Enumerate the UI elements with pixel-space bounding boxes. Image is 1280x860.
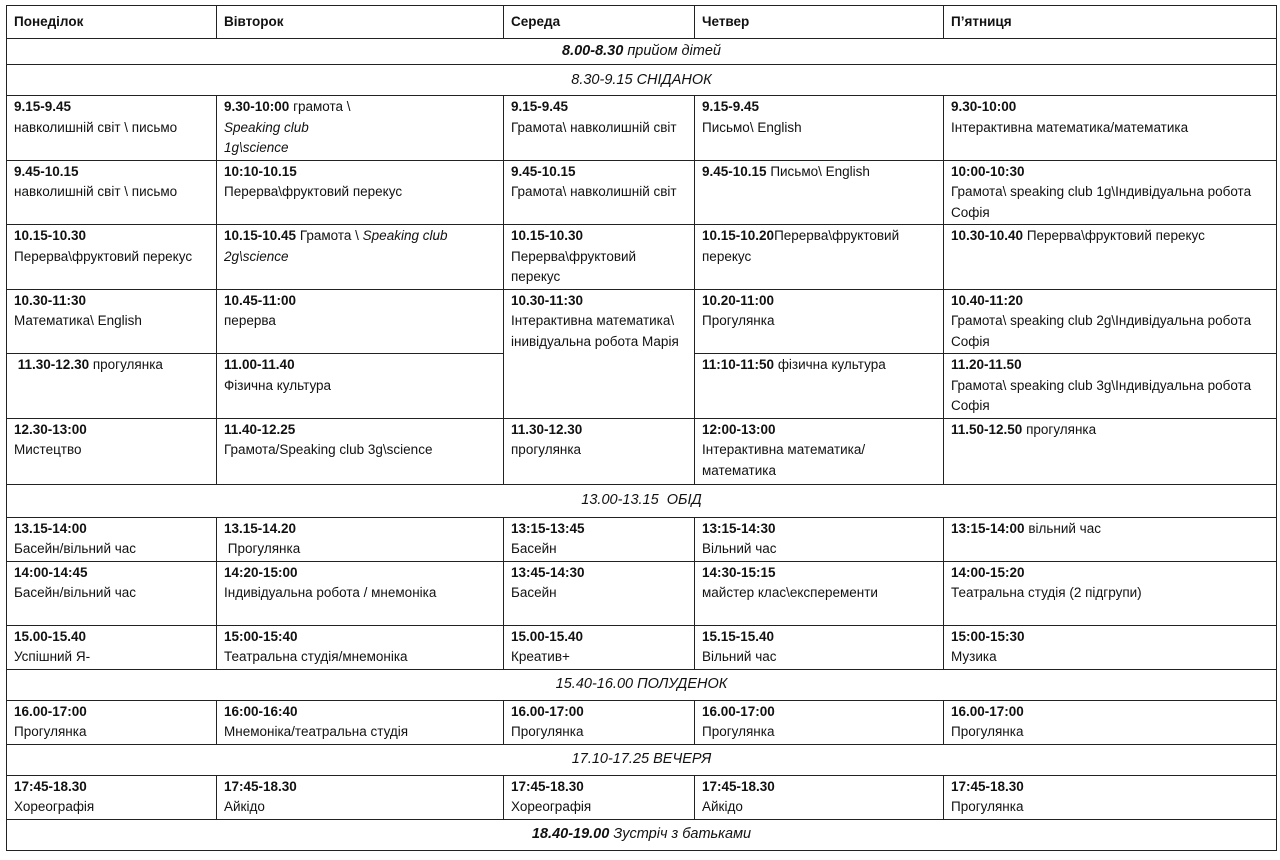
slot-activity: Басейн bbox=[511, 541, 557, 556]
slot-activity: прогулянка bbox=[89, 357, 163, 372]
schedule-row bbox=[7, 289, 1277, 354]
schedule-row bbox=[7, 700, 1277, 744]
slot-cell bbox=[695, 561, 944, 625]
slot-cell bbox=[944, 517, 1277, 561]
slot-cell bbox=[217, 160, 504, 225]
slot-cell bbox=[944, 354, 1277, 419]
slot-time: 17:45-18.30 bbox=[224, 778, 297, 794]
slot-activity: Мнемоніка/театральна студія bbox=[224, 724, 409, 739]
slot-activity: Прогулянка bbox=[951, 724, 1024, 739]
schedule-row bbox=[7, 225, 1277, 290]
slot-cell bbox=[695, 289, 944, 354]
slot-time: 10.20-11:00 bbox=[702, 292, 775, 308]
slot-cell bbox=[695, 96, 944, 161]
slot-time: 10.15-10.20 bbox=[702, 228, 775, 243]
slot-time: 12:00-13:00 bbox=[702, 421, 776, 437]
schedule-row bbox=[7, 160, 1277, 225]
slot-cell bbox=[504, 561, 695, 625]
lunch-band: 13.00-13.15 ОБІД bbox=[7, 484, 1277, 517]
slot-time: 17:45-18.30 bbox=[951, 778, 1024, 794]
slot-activity: Хореографія bbox=[511, 799, 592, 814]
slot-cell bbox=[7, 225, 217, 290]
slot-activity: Перерва\фруктовий перекус bbox=[511, 248, 637, 284]
slot-activity: Басейн/вільний час bbox=[14, 541, 137, 556]
slot-cell bbox=[7, 625, 217, 669]
snack-band: 15.40-16.00 ПОЛУДЕНОК bbox=[7, 669, 1277, 700]
slot-cell bbox=[695, 418, 944, 484]
slot-cell bbox=[504, 517, 695, 561]
slot-activity: Басейн/вільний час bbox=[14, 585, 137, 600]
slot-activity: Індивідуальна робота / мнемоніка bbox=[224, 585, 437, 600]
slot-activity-italic: Speaking club bbox=[224, 119, 309, 135]
slot-cell bbox=[504, 418, 695, 484]
slot-cell bbox=[7, 517, 217, 561]
slot-time: 9.30-10:00 bbox=[224, 99, 290, 114]
band-label: Зустріч з батьками bbox=[613, 826, 752, 843]
slot-cell bbox=[944, 289, 1277, 354]
slot-cell bbox=[7, 700, 217, 744]
schedule-row bbox=[7, 561, 1277, 625]
slot-time: 13:15-13:45 bbox=[511, 520, 585, 536]
slot-activity: Грамота/Speaking club 3g\science bbox=[224, 442, 433, 457]
slot-time: 17:45-18.30 bbox=[14, 778, 87, 794]
reception-band bbox=[7, 39, 1277, 65]
slot-time: 9.45-10.15 bbox=[511, 163, 576, 179]
day-header-monday: Понеділок bbox=[7, 6, 217, 39]
slot-cell bbox=[7, 289, 217, 354]
slot-time: 15.00-15.40 bbox=[511, 628, 584, 644]
slot-activity-italic: 1g\science bbox=[224, 140, 289, 155]
slot-activity: Перерва\фруктовий перекус bbox=[14, 248, 193, 264]
band-row bbox=[7, 819, 1277, 850]
slot-time: 9.15-9.45 bbox=[14, 99, 72, 114]
slot-cell bbox=[7, 160, 217, 225]
slot-time: 11.30-12.30 bbox=[511, 421, 583, 437]
slot-cell bbox=[7, 96, 217, 161]
slot-time: 15.00-15.40 bbox=[14, 628, 87, 644]
slot-activity: Інтерактивна математика\ інивідуальна робота Марія bbox=[511, 313, 679, 349]
slot-activity: Перерва\фруктовий перекус bbox=[1023, 228, 1205, 243]
schedule-row bbox=[7, 775, 1277, 819]
day-header-tuesday: Вівторок bbox=[217, 6, 504, 39]
band-row bbox=[7, 484, 1277, 517]
slot-time: 11.20-11.50 bbox=[951, 357, 1022, 372]
band-row bbox=[7, 669, 1277, 700]
slot-time: 13.15-14:00 bbox=[14, 520, 87, 536]
slot-time: 11.00-11.40 bbox=[224, 357, 295, 372]
slot-activity: Хореографія bbox=[14, 799, 95, 814]
slot-activity: Успішний Я- bbox=[14, 649, 91, 664]
band-row bbox=[7, 39, 1277, 65]
slot-activity: Басейн bbox=[511, 585, 557, 600]
slot-time: 16.00-17:00 bbox=[702, 703, 775, 719]
slot-cell bbox=[695, 517, 944, 561]
slot-cell bbox=[217, 625, 504, 669]
slot-time: 10.15-10.45 bbox=[224, 228, 297, 243]
slot-cell bbox=[217, 225, 504, 290]
slot-cell bbox=[504, 96, 695, 161]
slot-time: 9.30-10:00 bbox=[951, 99, 1017, 114]
header-row bbox=[7, 6, 1277, 39]
slot-time: 15.15-15.40 bbox=[702, 628, 775, 644]
slot-activity: вільний час bbox=[1024, 520, 1101, 536]
slot-cell bbox=[217, 775, 504, 819]
day-header-friday: П’ятниця bbox=[944, 6, 1277, 39]
slot-time: 16.00-17:00 bbox=[14, 703, 87, 719]
slot-cell bbox=[944, 625, 1277, 669]
slot-time: 10.15-10.30 bbox=[14, 228, 87, 243]
slot-cell bbox=[695, 160, 944, 225]
slot-cell bbox=[944, 225, 1277, 290]
slot-time: 10.15-10.30 bbox=[511, 228, 584, 243]
slot-cell bbox=[944, 418, 1277, 484]
slot-time: 11.30-12.30 bbox=[17, 357, 90, 372]
slot-activity: Прогулянка bbox=[702, 313, 775, 328]
slot-activity: Математика\ English bbox=[14, 313, 142, 328]
slot-activity: Перерва\фруктовий перекус bbox=[224, 184, 403, 199]
slot-time: 14:00-15:20 bbox=[951, 564, 1025, 580]
slot-cell bbox=[7, 775, 217, 819]
slot-time: 13.15-14.20 bbox=[224, 520, 297, 536]
slot-cell bbox=[7, 354, 217, 419]
slot-activity: Перерва\фруктовий перекус bbox=[702, 228, 900, 264]
schedule-table bbox=[6, 5, 1277, 851]
slot-time: 10.30-11:30 bbox=[511, 292, 584, 308]
slot-time: 10.45-11:00 bbox=[224, 292, 297, 308]
slot-time: 12.30-13:00 bbox=[14, 421, 87, 437]
slot-time: 17:45-18.30 bbox=[702, 778, 775, 794]
slot-activity: Інтерактивна математика/математика bbox=[951, 119, 1189, 135]
slot-activity: Письмо\ English bbox=[702, 119, 802, 135]
slot-activity: фізична культура bbox=[774, 357, 886, 372]
slot-time: 10.40-11:20 bbox=[951, 292, 1024, 308]
slot-cell bbox=[217, 96, 504, 161]
slot-cell bbox=[217, 289, 504, 354]
slot-activity: навколишній світ \ письмо bbox=[14, 119, 178, 135]
slot-activity: Грамота \ bbox=[296, 228, 363, 243]
parents-band bbox=[7, 819, 1277, 850]
band-row bbox=[7, 744, 1277, 775]
band-time: 18.40-19.00 bbox=[531, 826, 610, 843]
slot-activity: Креатив+ bbox=[511, 649, 570, 664]
slot-activity: Фізична культура bbox=[224, 377, 332, 393]
slot-activity: Письмо\ English bbox=[766, 163, 870, 179]
slot-activity: Прогулянка bbox=[224, 541, 301, 556]
slot-activity: Інтерактивна математика/математика bbox=[702, 442, 866, 478]
slot-time: 16.00-17:00 bbox=[951, 703, 1024, 719]
slot-time: 11.50-12.50 bbox=[951, 421, 1023, 437]
slot-cell bbox=[695, 225, 944, 290]
slot-cell bbox=[217, 517, 504, 561]
slot-cell bbox=[504, 700, 695, 744]
breakfast-band: 8.30-9.15 СНІДАНОК bbox=[7, 65, 1277, 96]
slot-cell bbox=[944, 700, 1277, 744]
slot-activity: Айкідо bbox=[702, 799, 743, 814]
slot-time: 15:00-15:30 bbox=[951, 628, 1025, 644]
slot-activity: майстер клас\експеременти bbox=[702, 585, 878, 600]
slot-time: 13:15-14:30 bbox=[702, 520, 776, 536]
slot-time: 9.45-10.15 bbox=[702, 163, 767, 179]
slot-cell bbox=[504, 289, 695, 418]
slot-time: 9.45-10.15 bbox=[14, 163, 79, 179]
slot-activity: Прогулянка bbox=[951, 799, 1024, 814]
slot-time: 16.00-17:00 bbox=[511, 703, 584, 719]
slot-cell bbox=[695, 700, 944, 744]
schedule-row bbox=[7, 96, 1277, 161]
slot-cell bbox=[7, 561, 217, 625]
slot-cell bbox=[944, 775, 1277, 819]
slot-activity: Театральна студія (2 підгрупи) bbox=[951, 585, 1142, 600]
day-header-wednesday: Середа bbox=[504, 6, 695, 39]
slot-time: 9.15-9.45 bbox=[511, 99, 569, 114]
slot-cell bbox=[504, 775, 695, 819]
slot-activity: навколишній світ \ письмо bbox=[14, 184, 178, 199]
slot-time: 14:00-14:45 bbox=[14, 564, 88, 580]
slot-activity: Вільний час bbox=[702, 649, 777, 664]
slot-cell bbox=[695, 354, 944, 419]
band-time: 8.00-8.30 bbox=[562, 43, 624, 60]
slot-activity: Прогулянка bbox=[702, 724, 775, 739]
slot-activity: перерва bbox=[224, 313, 276, 328]
slot-activity: Айкідо bbox=[224, 799, 265, 814]
slot-activity: Театральна студія/мнемоніка bbox=[224, 649, 408, 664]
band-row bbox=[7, 65, 1277, 96]
slot-activity: прогулянка bbox=[1022, 421, 1097, 437]
slot-cell bbox=[504, 225, 695, 290]
slot-cell bbox=[217, 561, 504, 625]
schedule-row bbox=[7, 517, 1277, 561]
slot-cell bbox=[944, 561, 1277, 625]
slot-activity: прогулянка bbox=[511, 442, 582, 457]
slot-activity: Грамота\ навколишній світ bbox=[511, 184, 677, 199]
day-header-thursday: Четвер bbox=[695, 6, 944, 39]
slot-time: 9.15-9.45 bbox=[702, 99, 760, 114]
slot-time: 13:45-14:30 bbox=[511, 564, 585, 580]
slot-time: 13:15-14:00 bbox=[951, 520, 1025, 536]
slot-cell bbox=[695, 625, 944, 669]
slot-cell bbox=[504, 625, 695, 669]
slot-cell bbox=[944, 160, 1277, 225]
slot-cell bbox=[217, 354, 504, 419]
slot-activity: Мистецтво bbox=[14, 442, 82, 457]
slot-time: 14:30-15:15 bbox=[702, 564, 776, 580]
slot-time: 10:00-10:30 bbox=[951, 163, 1025, 179]
slot-time: 14:20-15:00 bbox=[224, 564, 298, 580]
slot-cell bbox=[695, 775, 944, 819]
schedule-row bbox=[7, 418, 1277, 484]
slot-time: 11:10-11:50 bbox=[702, 357, 775, 372]
slot-activity: Музика bbox=[951, 649, 997, 664]
slot-cell bbox=[217, 700, 504, 744]
slot-cell bbox=[944, 96, 1277, 161]
slot-activity: Грамота\ навколишній світ bbox=[511, 119, 677, 135]
slot-activity: Вільний час bbox=[702, 541, 777, 556]
slot-time: 11.40-12.25 bbox=[224, 421, 296, 437]
slot-time: 17:45-18.30 bbox=[511, 778, 584, 794]
band-label: прийом дітей bbox=[627, 43, 721, 60]
slot-time: 15:00-15:40 bbox=[224, 628, 298, 644]
slot-time: 16:00-16:40 bbox=[224, 703, 298, 719]
slot-activity-italic: Speaking club 2g\science bbox=[224, 228, 448, 264]
dinner-band: 17.10-17.25 ВЕЧЕРЯ bbox=[7, 744, 1277, 775]
slot-activity: грамота \ bbox=[289, 99, 351, 114]
slot-time: 10:10-10.15 bbox=[224, 163, 297, 179]
slot-activity: Прогулянка bbox=[14, 724, 87, 739]
slot-activity: Грамота\ speaking club 3g\Індивідуальна робота Софія bbox=[951, 377, 1252, 413]
slot-activity: Прогулянка bbox=[511, 724, 584, 739]
slot-time: 10.30-10.40 bbox=[951, 228, 1024, 243]
slot-activity: Грамота\ speaking club 2g\Індивідуальна робота Софія bbox=[951, 313, 1252, 349]
slot-cell bbox=[7, 418, 217, 484]
slot-time: 10.30-11:30 bbox=[14, 292, 87, 308]
slot-activity: Грамота\ speaking club 1g\Індивідуальна робота Софія bbox=[951, 184, 1252, 220]
slot-cell bbox=[217, 418, 504, 484]
slot-cell bbox=[504, 160, 695, 225]
schedule-row bbox=[7, 625, 1277, 669]
